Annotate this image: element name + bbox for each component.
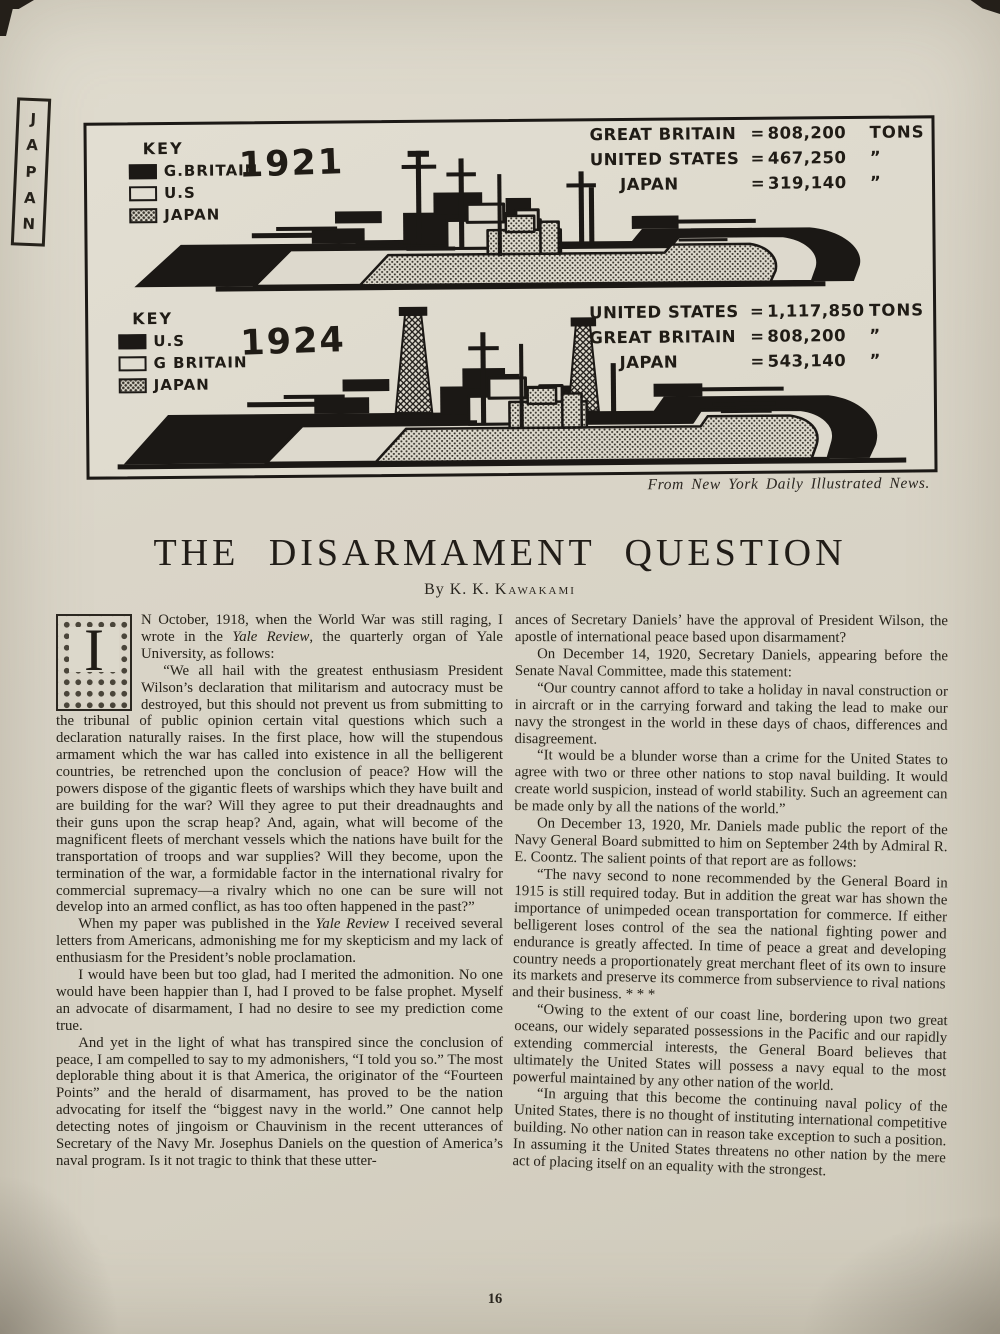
stat-name: JAPAN xyxy=(619,174,679,194)
stat-value: 808,200 xyxy=(767,325,847,346)
paragraph: ances of Secretary Daniels’ have the approval of President Wilson, the apostle of international peace based upon disarmament? xyxy=(514,612,948,646)
paragraph-text: , the quarterly organ of Yale University, as follows: xyxy=(141,628,503,662)
paragraph: On December 13, 1920, Mr. Daniels made public the report of the Navy General Board submitted to him on September 24th by Admiral R. E. Coontz. The salient points of that report are as follows: xyxy=(514,815,948,871)
paragraph: “In arguing that this become the continuing naval policy of the United States, there is no thought of instituting international competitive building. No other nation can in reason take exception to such a position. In assuming it the United States threatens no other nation by the mere act of placing itself on an equality with the strongest. xyxy=(512,1086,948,1180)
legend-item xyxy=(118,353,247,372)
column-right xyxy=(512,612,948,1180)
stamp-letter: P xyxy=(25,162,37,181)
stat-name: UNITED STATES xyxy=(589,148,740,170)
stat-unit: TONS xyxy=(869,122,925,142)
tonnage-stats-1921 xyxy=(589,120,925,197)
legend-item xyxy=(129,205,259,224)
legend-label: JAPAN xyxy=(164,205,221,225)
paragraph: I would have been but too glad, had I merited the admonition. No one would have been happier than I, had I proved to be false prophet. Myself an advocate of disarmament, I had no desire to see my prediction come true. xyxy=(56,967,503,1034)
stamp-letter: J xyxy=(30,109,37,129)
stat-value: 543,140 xyxy=(767,350,847,371)
drop-cap-ornament xyxy=(56,614,132,711)
paragraph-text: When my paper was published in the xyxy=(78,916,316,933)
legend-item xyxy=(118,331,247,350)
article-byline xyxy=(0,581,1000,599)
paragraph: “Our country cannot afford to take a holiday in naval construction or in aircraft or in the carrying forward and taking the lead to make our navy the strongest in the world in these days of chaos, differences and disagreement. xyxy=(514,679,948,748)
legend-label: G BRITAIN xyxy=(153,353,248,373)
stat-value: 319,140 xyxy=(767,172,847,193)
stat-row xyxy=(590,145,918,173)
stat-row xyxy=(589,120,925,148)
stat-value: 467,250 xyxy=(767,147,847,168)
legend-label: JAPAN xyxy=(153,375,210,395)
stat-value: 1,117,850 xyxy=(767,300,865,321)
stat-unit: ” xyxy=(869,350,882,370)
stat-name: JAPAN xyxy=(619,352,679,372)
column-left xyxy=(56,612,503,1170)
paragraph: “Owing to the extent of our coast line, bordering upon two great oceans, our widely separated possessions in the Pacific and our rapidly extending commercial interests, the General Board believes that ultimately the United States will possess a navy equal to the most powerful maintained by any other nation of the world. xyxy=(512,1001,948,1094)
page-shadow xyxy=(800,1214,1000,1334)
paragraph: “The navy second to none recommended by the General Board in 1915 is still required today. But in addition the great war has shown the importance of unimpeded ocean transportation for commerce. If either belligerent loses control of the sea the national fighting power and endurance is greatly affected. In time of peace a great and developing country needs a proportionately great merchant fleet of its own to insure its markets and preserve its commerce from subservience to rival nations and their business. * * * xyxy=(512,866,948,1004)
stat-row xyxy=(589,323,917,351)
paragraph: And yet in the light of what has transpired since the conclusion of peace, I am compelled to say to my admonishers, “I told you so.” The most deplorable thing about it is that America, the originator of the “Fourteen Points” and the herald of disarmament, has proved to be the nation advocating for itself the “biggest navy in the world.” One cannot help detecting notes of jingoism or Chauvinism in the recent utterances of Secretary of the Navy Mr. Josephus Daniels on the question of America’s naval program. Is it not tragic to think that these utter- xyxy=(56,1034,503,1169)
figure-caption: From New York Daily Illustrated News. xyxy=(647,474,931,494)
stat-row xyxy=(589,348,917,376)
legend-title: KEY xyxy=(142,138,184,159)
legend-item xyxy=(129,183,259,202)
byline-author: Kawakami xyxy=(494,581,576,598)
stat-eq: = xyxy=(750,123,765,143)
stat-eq: = xyxy=(750,326,765,346)
stat-value: 808,200 xyxy=(767,123,847,143)
legend-label: U.S xyxy=(163,183,196,203)
drop-cap-letter: I xyxy=(69,627,119,672)
stat-row xyxy=(590,170,918,198)
stat-row xyxy=(589,298,925,326)
legend-1924 xyxy=(118,308,248,394)
italic-title: Yale Review xyxy=(232,628,310,645)
stamp-letter: A xyxy=(25,136,39,155)
stat-unit: TONS xyxy=(869,300,925,320)
photo-corner-artifact xyxy=(968,0,1000,14)
swatch-stipple-hatch xyxy=(119,378,147,393)
paragraph-text: N October, 1918, when the World War was still raging, I wrote in the xyxy=(141,612,503,645)
stat-unit: ” xyxy=(869,172,882,192)
legend-label: U.S xyxy=(153,331,186,351)
swatch-solid-black xyxy=(118,334,146,349)
swatch-white-outline xyxy=(118,356,146,371)
stat-unit: ” xyxy=(869,147,882,167)
year-label-1921: 1921 xyxy=(238,142,345,186)
paragraph xyxy=(56,916,503,967)
byline-prefix: By K. K. xyxy=(424,581,495,598)
page-shadow xyxy=(0,1174,120,1334)
stamp-letter: N xyxy=(22,214,36,234)
stat-name: GREAT BRITAIN xyxy=(589,124,737,145)
stamp-letter: A xyxy=(23,188,37,207)
stat-eq: = xyxy=(750,173,766,193)
page-number: 16 xyxy=(487,1291,503,1307)
italic-title: Yale Review xyxy=(315,916,389,933)
legend-item xyxy=(119,375,248,394)
swatch-stipple-hatch xyxy=(129,208,157,223)
article-title: THE DISARMAMENT QUESTION xyxy=(153,532,847,574)
year-label-1924: 1924 xyxy=(239,320,347,364)
naval-tonnage-figure xyxy=(83,115,937,479)
paragraph-text: I received several letters from Americans, admonishing me for my skepticism and my lack of enthusiasm for the President’s noble proclamation. xyxy=(56,916,504,967)
stat-unit: ” xyxy=(869,325,882,345)
paragraph: “It would be a blunder worse than a crime for the United States to agree with two or three other nations to stop naval building. It would create world suspicion, instead of world stability. Such an agreement can be made only by all the nations of the world.” xyxy=(514,747,948,818)
article-body xyxy=(56,612,948,1180)
legend-label: G.BRITAIN xyxy=(163,161,259,181)
paragraph: “We all hail with the greatest enthusiasm President Wilson’s declaration that militarism and autocracy must be destroyed, but this should not prevent us from submitting to the tribunal of public opinion certain vital questions which such a declaration naturally raises. In the first place, how will the stupendous armament which the war has called into existence in all the belligerent countries, be retrenched upon the conclusion of peace? How will the powers dispose of the gigantic fleets of warships which they have built and are building for the war? Will they agree to put their dreadnaughts and their guns upon the scrap heap? And, again, what will become of the magnificent fleets of merchant vessels which the nations have built for the transportation of troops and war supplies? Will they become, upon the termination of the war, a formidable factor in the international rivalry for commercial supremacy—a rivalry which no one can be sure will not develop into an armed conflict, as has too often happened in the past?” xyxy=(56,662,503,916)
stat-eq: = xyxy=(750,351,765,371)
stat-name: UNITED STATES xyxy=(589,302,739,323)
swatch-solid-black xyxy=(129,164,157,179)
panel-1921 xyxy=(86,118,932,297)
stat-name: GREAT BRITAIN xyxy=(589,326,737,348)
legend-title: KEY xyxy=(132,308,174,329)
japan-margin-stamp xyxy=(11,97,51,247)
panel-1924 xyxy=(88,290,935,473)
tonnage-stats-1924 xyxy=(589,298,925,375)
paragraph: On December 14, 1920, Secretary Daniels, appearing before the Senate Naval Committee, made this statement: xyxy=(514,645,948,681)
paragraph xyxy=(56,612,503,683)
swatch-white-outline xyxy=(129,186,157,201)
photo-corner-artifact xyxy=(0,0,34,9)
stat-eq: = xyxy=(750,148,766,168)
stat-eq: = xyxy=(749,301,765,321)
